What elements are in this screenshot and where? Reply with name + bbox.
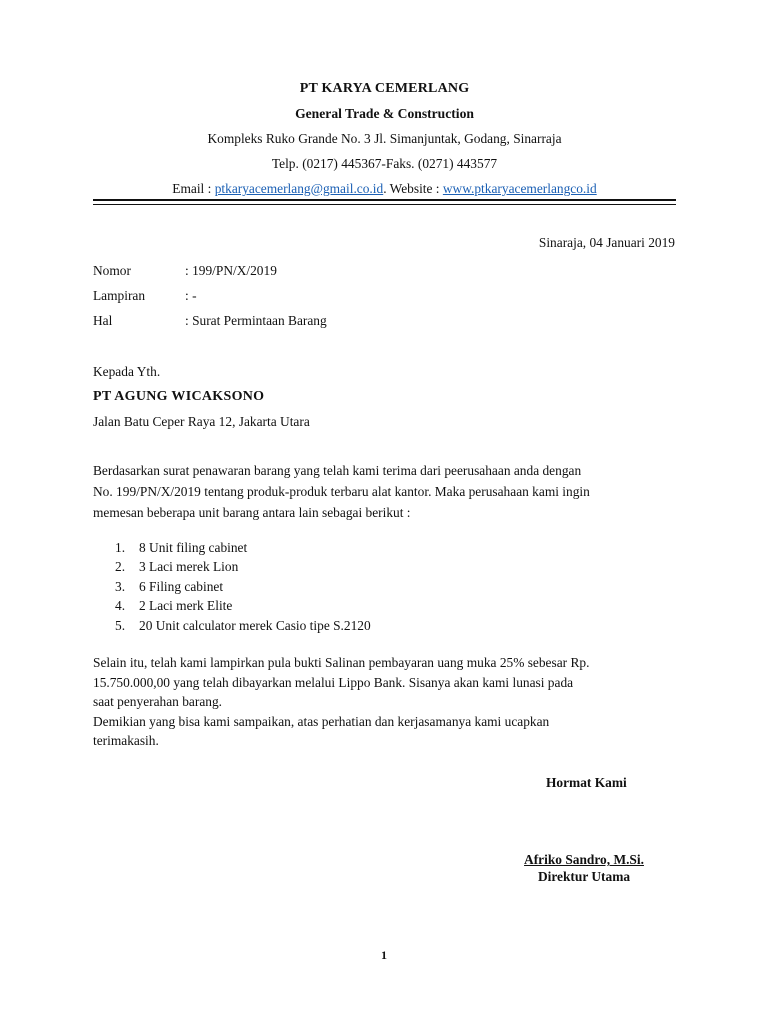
company-contact xyxy=(93,176,676,201)
list-item-number: 4. xyxy=(115,598,126,614)
list-item-number: 1. xyxy=(115,540,126,555)
order-item-list xyxy=(115,538,371,635)
list-item xyxy=(115,616,371,635)
closing-line: Selain itu, telah kami lampirkan pula bukti Salinan pembayaran uang muka 25% sebesar Rp. xyxy=(93,655,590,670)
meta-label: Hal xyxy=(93,313,113,328)
body-line: memesan beberapa unit barang antara lain sebagai berikut : xyxy=(93,505,411,520)
meta-row-lampiran xyxy=(93,285,327,310)
company-phone: Telp. (0217) 445367-Faks. (0271) 443577 xyxy=(271,156,498,171)
list-item xyxy=(115,557,371,576)
meta-row-hal xyxy=(93,310,327,335)
website-label: . Website : xyxy=(383,181,443,196)
letterhead-divider-thin xyxy=(93,204,676,205)
company-tagline: General Trade & Construction xyxy=(295,106,474,121)
closing-line: Demikian yang bisa kami sampaikan, atas perhatian dan kerjasamanya kami ucapkan xyxy=(93,713,550,729)
website-link[interactable]: www.ptkaryacemerlangco.id xyxy=(442,181,597,196)
list-item-text: 20 Unit calculator merek Casio tipe S.2120 xyxy=(139,617,371,633)
list-item-number: 2. xyxy=(115,559,126,575)
letter-meta xyxy=(93,260,327,335)
list-item xyxy=(115,577,371,596)
meta-value: : - xyxy=(185,288,197,303)
signature-block xyxy=(504,851,664,885)
closing-line: 15.750.000,00 yang telah dibayarkan melalui Lippo Bank. Sisanya akan kami lunasi pada xyxy=(93,674,574,690)
page-number: 1 xyxy=(381,948,387,962)
list-item-number: 5. xyxy=(115,617,126,633)
recipient-salutation: Kepada Yth. xyxy=(93,364,161,379)
recipient-address: Jalan Batu Ceper Raya 12, Jakarta Utara xyxy=(93,414,310,429)
list-item-text: 8 Unit filing cabinet xyxy=(139,540,248,555)
meta-value: : 199/PN/X/2019 xyxy=(185,263,277,278)
email-link[interactable]: ptkaryacemerlang@gmail.co.id xyxy=(214,181,384,196)
recipient-name: PT AGUNG WICAKSONO xyxy=(93,389,265,404)
letterhead xyxy=(93,76,676,201)
company-address: Kompleks Ruko Grande No. 3 Jl. Simanjuntak, Godang, Sinarraja xyxy=(207,131,562,146)
body-line: Berdasarkan surat penawaran barang yang telah kami terima dari peerusahaan anda dengan xyxy=(93,463,582,478)
closing-paragraph xyxy=(93,653,589,751)
closing-line: saat penyerahan barang. xyxy=(93,694,223,710)
recipient-block xyxy=(93,359,310,434)
signature-greeting: Hormat Kami xyxy=(546,775,627,790)
letterhead-divider-thick xyxy=(93,199,676,201)
list-item-text: 6 Filing cabinet xyxy=(139,578,224,594)
closing-line: terimakasih. xyxy=(93,733,159,749)
signatory-name: Afriko Sandro, M.Si. xyxy=(524,852,644,867)
list-item xyxy=(115,596,371,615)
list-item xyxy=(115,538,371,557)
meta-row-nomor xyxy=(93,260,327,285)
meta-label: Lampiran xyxy=(93,288,146,303)
list-item-number: 3. xyxy=(115,578,126,594)
meta-label: Nomor xyxy=(93,263,131,278)
meta-value: : Surat Permintaan Barang xyxy=(185,313,327,328)
list-item-text: 2 Laci merk Elite xyxy=(139,598,233,614)
list-item-text: 3 Laci merek Lion xyxy=(139,559,239,575)
email-label: Email : xyxy=(172,181,215,196)
letter-date: Sinaraja, 04 Januari 2019 xyxy=(538,235,675,250)
body-line: No. 199/PN/X/2019 tentang produk-produk terbaru alat kantor. Maka perusahaan kami ingin xyxy=(93,484,590,499)
signatory-title: Direktur Utama xyxy=(537,869,631,884)
company-name: PT KARYA CEMERLANG xyxy=(299,81,470,96)
body-paragraph xyxy=(93,460,693,523)
